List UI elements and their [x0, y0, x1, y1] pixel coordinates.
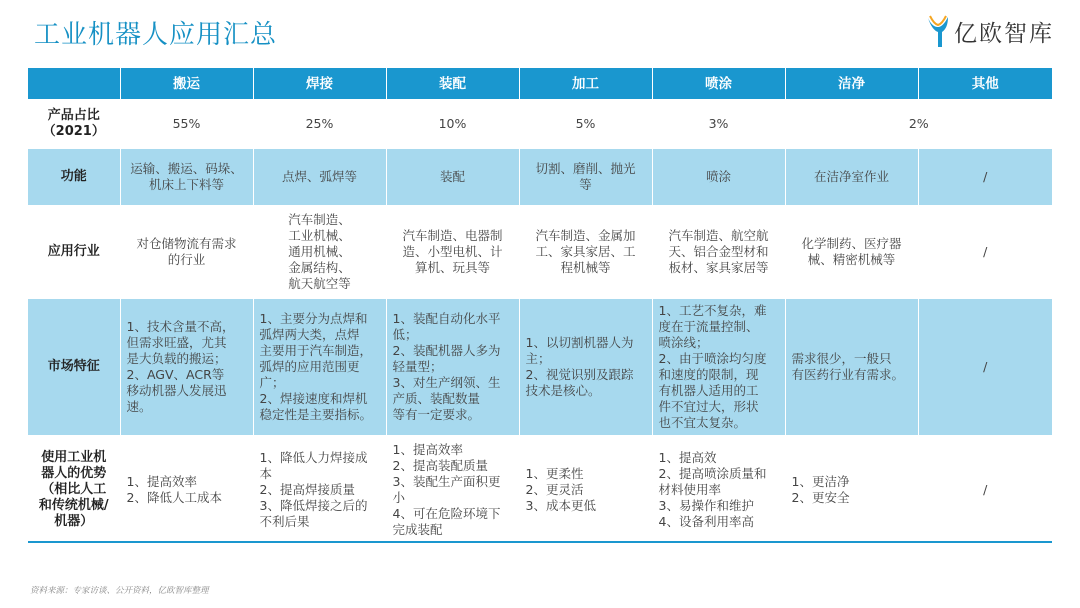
table-cell: 1、主要分为点焊和 弧焊两大类，点焊 主要用于汽车制造， 弧焊的应用范围更 广； 2、焊接速度和焊机 稳定性是主要指标。 — [253, 297, 386, 437]
table-cell: 55% — [120, 101, 253, 147]
row-label: 产品占比 （2021） — [28, 101, 120, 147]
header-other: 其他 — [918, 68, 1052, 101]
row-label: 市场特征 — [28, 297, 120, 437]
table-row-share — [28, 101, 1052, 147]
table-cell: 汽车制造、金属加 工、家具家居、工 程机械等 — [519, 207, 652, 297]
table-cell: 在洁净室作业 — [785, 147, 918, 207]
source-note: 资料来源：专家访谈、公开资料，亿欧智库整理 — [30, 586, 209, 596]
row-label: 功能 — [28, 147, 120, 207]
header-spraying: 喷涂 — [652, 68, 785, 101]
yiou-logo-icon — [926, 14, 950, 48]
table-cell: / — [918, 437, 1052, 542]
table-cell: 1、提高效率 2、提高装配质量 3、装配生产面积更 小 4、可在危险环境下 完成装配 — [386, 437, 519, 542]
header-corner — [28, 68, 120, 101]
page-title: 工业机器人应用汇总 — [34, 20, 278, 50]
table-cell: 化学制药、医疗器 械、精密机械等 — [785, 207, 918, 297]
table-cell: 喷涂 — [652, 147, 785, 207]
table-cell: / — [918, 207, 1052, 297]
table-cell: 1、工艺不复杂，难 度在于流量控制、 喷涂线； 2、由于喷涂均匀度 和速度的限制，现 有机器人适用的工 件不宜过大，形状 也不宜太复杂。 — [652, 297, 785, 437]
table-cell: 25% — [253, 101, 386, 147]
table-cell: 对仓储物流有需求 的行业 — [120, 207, 253, 297]
table-cell: 10% — [386, 101, 519, 147]
table-cell: 汽车制造、航空航 天、铝合金型材和 板材、家具家居等 — [652, 207, 785, 297]
table-header-row — [28, 68, 1052, 101]
application-table — [28, 68, 1052, 543]
header-welding: 焊接 — [253, 68, 386, 101]
header-assembly: 装配 — [386, 68, 519, 101]
table-cell: 需求很少，一般只 有医药行业有需求。 — [785, 297, 918, 437]
table-cell: 1、更柔性 2、更灵活 3、成本更低 — [519, 437, 652, 542]
table-row-function — [28, 147, 1052, 207]
table-row-advantage — [28, 437, 1052, 542]
table-cell: 1、更洁净 2、更安全 — [785, 437, 918, 542]
table-row-industry — [28, 207, 1052, 297]
row-label: 使用工业机 器人的优势 （相比人工 和传统机械/ 机器） — [28, 437, 120, 542]
table-cell: 装配 — [386, 147, 519, 207]
table-cell: 1、技术含量不高， 但需求旺盛，尤其 是大负载的搬运； 2、AGV、ACR等 移动机器人发展迅 速。 — [120, 297, 253, 437]
table-cell: 2% — [785, 101, 1052, 147]
table-cell: 1、提高效率 2、降低人工成本 — [120, 437, 253, 542]
table-cell: 切割、磨削、抛光 等 — [519, 147, 652, 207]
logo — [926, 14, 1054, 48]
logo-text: 亿欧智库 — [954, 20, 1054, 47]
table-cell: 汽车制造、电器制 造、小型电机、计 算机、玩具等 — [386, 207, 519, 297]
table-cell: 点焊、弧焊等 — [253, 147, 386, 207]
table-cell: 3% — [652, 101, 785, 147]
header-cleanroom: 洁净 — [785, 68, 918, 101]
table-cell: 汽车制造、 工业机械、 通用机械、 金属结构、 航天航空等 — [253, 207, 386, 297]
table-cell: 1、装配自动化水平 低； 2、装配机器人多为 轻量型； 3、对生产纲领、生 产质、装配数量 等有一定要求。 — [386, 297, 519, 437]
row-label: 应用行业 — [28, 207, 120, 297]
header-handling: 搬运 — [120, 68, 253, 101]
table-cell: 1、以切割机器人为 主； 2、视觉识别及跟踪 技术是核心。 — [519, 297, 652, 437]
table-cell: 1、降低人力焊接成 本 2、提高焊接质量 3、降低焊接之后的 不利后果 — [253, 437, 386, 542]
table-cell: 1、提高效 2、提高喷涂质量和 材料使用率 3、易操作和维护 4、设备利用率高 — [652, 437, 785, 542]
table-row-market — [28, 297, 1052, 437]
header-machining: 加工 — [519, 68, 652, 101]
table-cell: / — [918, 147, 1052, 207]
table-cell: 运输、搬运、码垛、 机床上下料等 — [120, 147, 253, 207]
table-cell: / — [918, 297, 1052, 437]
table-cell: 5% — [519, 101, 652, 147]
